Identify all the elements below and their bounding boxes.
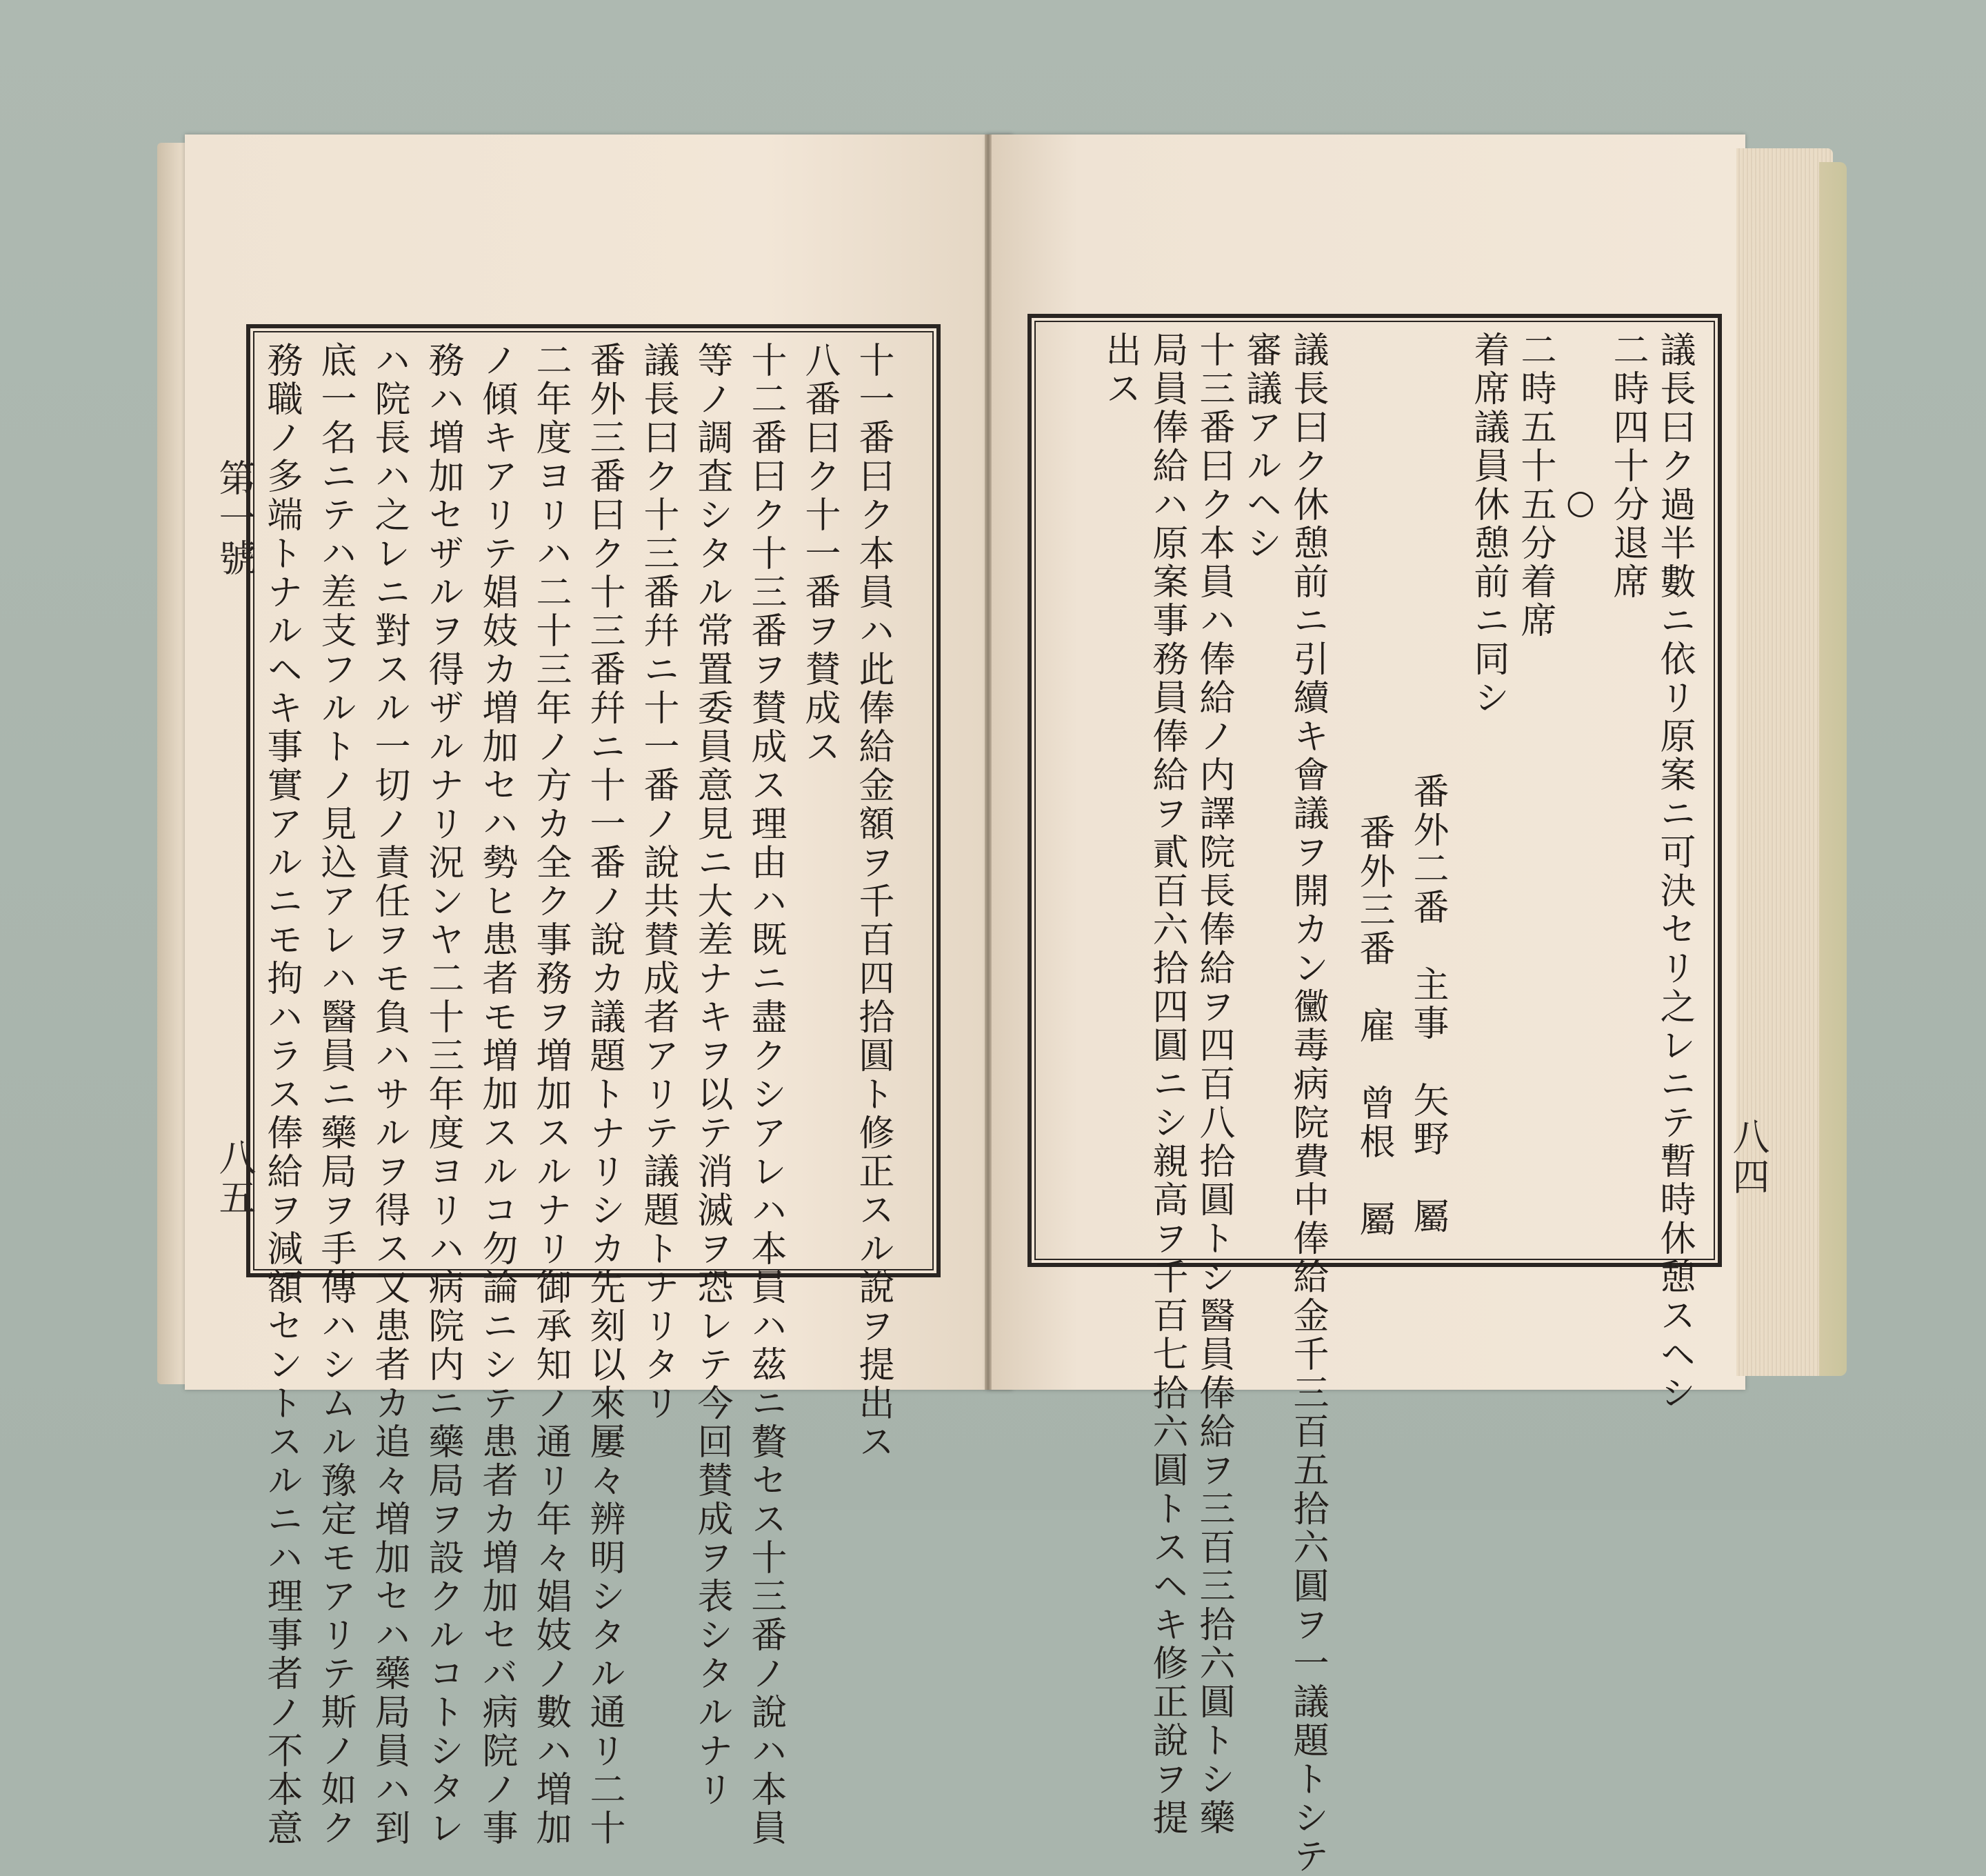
right-line-8: 議長曰ク休憩前ニ引續キ會議ヲ開カン黴毒病院費中俸給金千三百五拾六圓ヲ一議題トシテ — [1287, 331, 1328, 1876]
book-gutter — [985, 134, 992, 1390]
left-line-1: 十一番曰ク本員ハ此俸給金額ヲ千百四拾圓ト修正スル說ヲ提出ス — [852, 341, 894, 1461]
left-line-12: 務職ノ多端トナルヘキ事實アルニモ拘ハラス俸給ヲ減額セントスルニハ理事者ノ不本意 — [261, 341, 302, 1848]
right-page-number: 八四 — [1727, 1117, 1770, 1197]
left-line-8: ノ傾キアリテ娼妓カ増加セハ勢ヒ患者モ増加スルコ勿論ニシテ患者カ増加セバ病院ノ事 — [476, 341, 517, 1848]
right-line-2: 二時四十分退席 — [1607, 331, 1648, 601]
back-cover-edge — [1819, 162, 1847, 1376]
left-line-5: 議長曰ク十三番幷ニ十一番ノ說共賛成者アリテ議題トナリタリ — [637, 341, 679, 1423]
right-line-10: 十三番曰ク本員ハ俸給ノ内譯院長俸給ヲ四百八拾圓トシ醫員俸給ヲ三百三拾六圓トシ藥 — [1193, 331, 1234, 1837]
right-line-11: 局員俸給ハ原案事務員俸給ヲ貳百六拾四圓ニシ親高ヲ千百七拾六圓トスヘキ修正說ヲ提 — [1146, 331, 1187, 1837]
left-margin-title: 第一號 — [213, 459, 257, 579]
right-line-7: 番外三番 雇 曾根 屬 — [1353, 814, 1394, 1239]
right-line-9: 審議アルヘシ — [1240, 331, 1281, 563]
right-line-4: 二時五十五分着席 — [1514, 331, 1556, 640]
left-line-6: 番外三番曰ク十三番幷ニ十一番ノ說カ議題トナリシカ先刻以來屢々辨明シタル通リ二十 — [583, 341, 625, 1848]
right-line-6: 番外二番 主事 矢野 屬 — [1407, 772, 1448, 1236]
left-line-10: ハ院長ハ之レニ對スル一切ノ責任ヲモ負ハサルヲ得ス又患者カ追々増加セハ藥局員ハ到 — [368, 341, 410, 1848]
left-line-2: 八番曰ク十一番ヲ賛成ス — [799, 341, 840, 766]
left-line-11: 底一名ニテハ差支フルトノ見込アレハ醫員ニ藥局ヲ手傳ハシムル豫定モアリテ斯ノ如ク — [314, 341, 356, 1848]
left-page-number: 八五 — [213, 1138, 257, 1218]
right-line-5: 着席議員休憩前ニ同シ — [1467, 331, 1509, 717]
section-circle: ○ — [1561, 483, 1600, 524]
right-line-12: 出ス — [1099, 331, 1141, 408]
left-line-7: 二年度ヨリハ二十三年ノ方カ全ク事務ヲ増加スルナリ御承知ノ通リ年々娼妓ノ數ハ増加 — [530, 341, 571, 1848]
left-line-3: 十二番曰ク十三番ヲ賛成ス理由ハ既ニ盡クシアレハ本員ハ茲ニ贅セス十三番ノ說ハ本員 — [745, 341, 786, 1848]
left-line-9: 務ハ増加セザルヲ得ザルナリ況ンヤ二十三年度ヨリハ病院内ニ藥局ヲ設クルコトシタレ — [422, 341, 463, 1848]
left-line-4: 等ノ調査シタル常置委員意見ニ大差ナキヲ以テ消滅ヲ恐レテ今回賛成ヲ表シタルナリ — [691, 341, 732, 1809]
right-line-1: 議長曰ク過半數ニ依リ原案ニ可決セリ之レニテ暫時休憩スヘシ — [1654, 331, 1695, 1413]
